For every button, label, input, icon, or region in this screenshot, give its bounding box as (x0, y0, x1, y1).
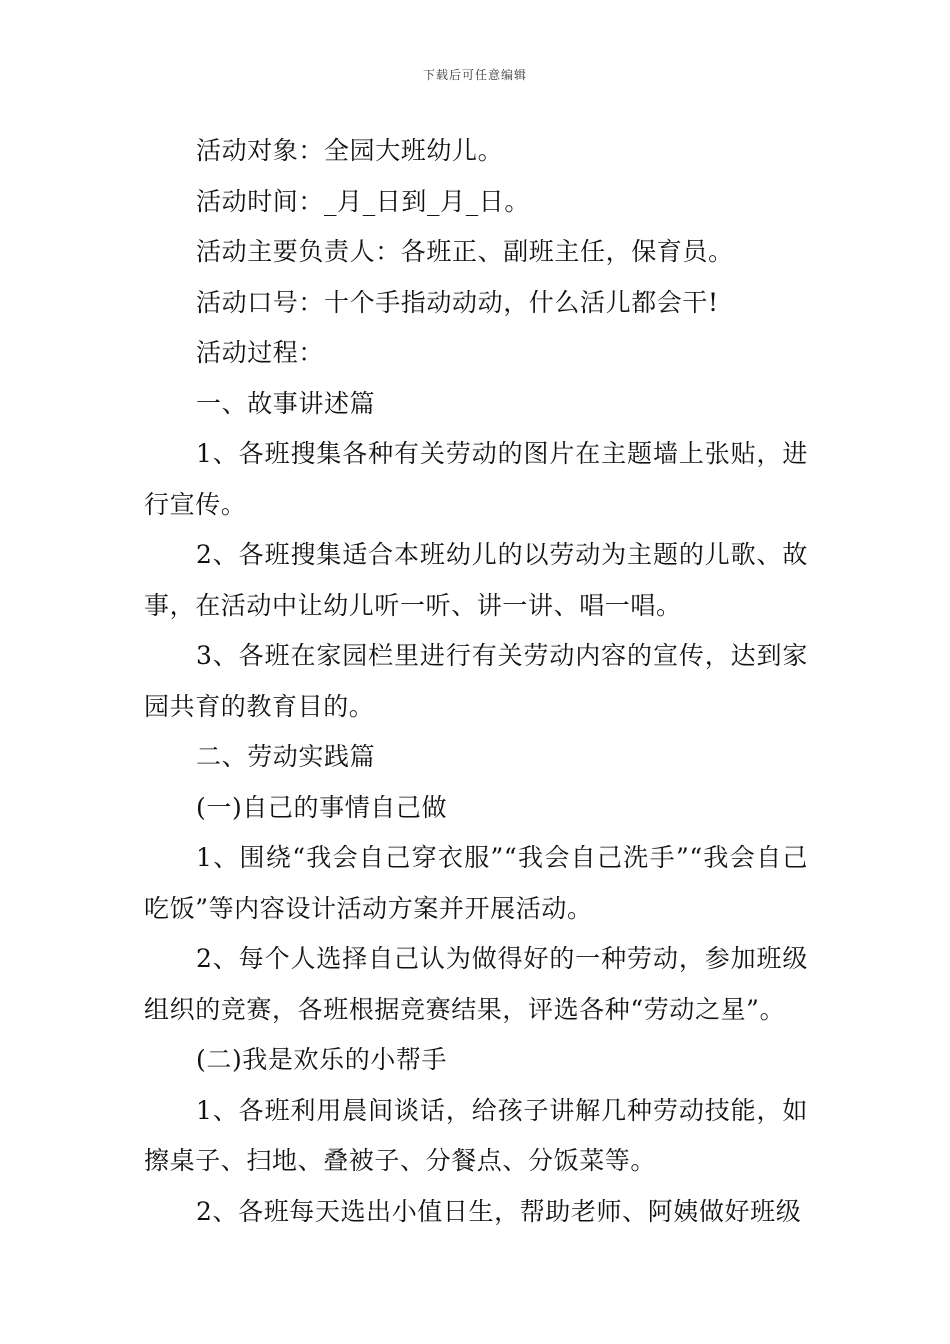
paragraph-slogan: 活动口号：十个手指动动动，什么活儿都会干! (196, 287, 719, 317)
paragraph-story-3: 3、各班在家园栏里进行有关劳动内容的宣传，达到家园共育的教育目的。 (144, 641, 808, 721)
paragraph-helper-1: 1、各班利用晨间谈话，给孩子讲解几种劳动技能，如擦桌子、扫地、叠被子、分餐点、分饭菜等。 (144, 1095, 808, 1175)
subsection-heading-helper: (二)我是欢乐的小帮手 (196, 1045, 448, 1074)
body-text (144, 126, 808, 1237)
paragraph-story-1: 1、各班搜集各种有关劳动的图片在主题墙上张贴，进行宣传。 (144, 439, 808, 519)
paragraph-self-2: 2、每个人选择自己认为做得好的一种劳动，参加班级组织的竞赛，各班根据竞赛结果，评选各种“劳动之星”。 (144, 944, 808, 1024)
subsection-heading-self: (一)自己的事情自己做 (196, 792, 448, 822)
paragraph-story-2: 2、各班搜集适合本班幼儿的以劳动为主题的儿歌、故事，在活动中让幼儿听一听、讲一讲、唱一唱。 (144, 540, 808, 620)
paragraph-activity-target: 活动对象：全园大班幼儿。 (196, 136, 504, 165)
paragraph-self-1: 1、围绕“我会自己穿衣服”“我会自己洗手”“我会自己吃饭”等内容设计活动方案并开展活动。 (144, 843, 808, 923)
header-note: 下载后可任意编辑 (422, 68, 527, 82)
paragraph-process: 活动过程： (196, 338, 325, 367)
paragraph-helper-2: 2、各班每天选出小值日生，帮助老师、阿姨做好班级 (196, 1196, 802, 1226)
section-heading-practice: 二、劳动实践篇 (196, 742, 376, 771)
section-heading-story: 一、故事讲述篇 (196, 388, 376, 418)
paragraph-responsible: 活动主要负责人：各班正、副班主任，保育员。 (196, 237, 734, 266)
paragraph-activity-time: 活动时间：_月_日到_月_日。 (196, 186, 531, 216)
